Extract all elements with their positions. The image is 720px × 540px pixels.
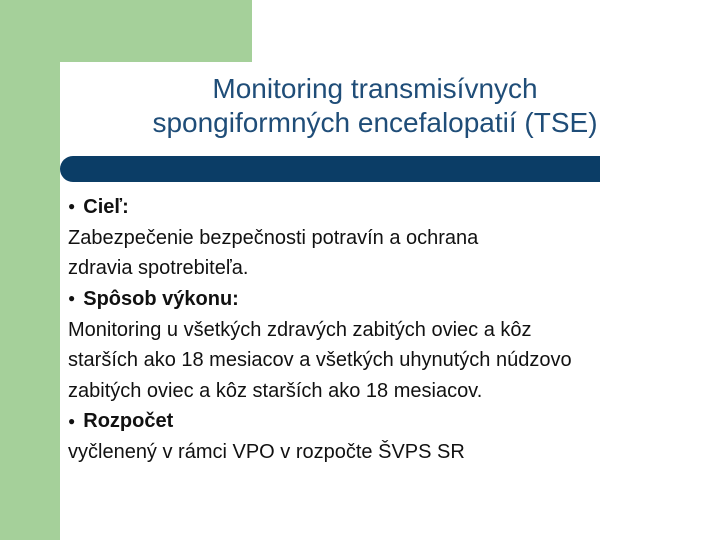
budget-text-1: vyčlenený v rámci VPO v rozpočte ŠVPS SR: [68, 441, 465, 464]
title-divider-bar: [60, 156, 600, 182]
method-heading-row: [68, 284, 708, 315]
decorative-side-strip: [0, 0, 60, 540]
goal-heading: Cieľ:: [83, 196, 129, 218]
slide-title: [80, 72, 670, 140]
method-heading: Spôsob výkonu:: [83, 287, 239, 310]
bullet-icon: ●: [68, 413, 76, 428]
goal-text-2: zdravia spotrebiteľa.: [68, 257, 249, 280]
goal-heading-row: [68, 192, 708, 223]
slide-body: [68, 192, 708, 468]
method-text-3: zabitých oviec a kôz starších ako 18 mesiacov.: [68, 379, 483, 402]
method-text-2: starších ako 18 mesiacov a všetkých uhynutých núdzovo: [68, 349, 572, 372]
bullet-icon: ●: [68, 199, 76, 214]
title-line-1: Monitoring transmisívnych: [212, 73, 538, 104]
budget-heading-row: [68, 406, 708, 437]
goal-text-1: Zabezpečenie bezpečnosti potravín a ochrana: [68, 226, 479, 249]
title-line-2: spongiformných encefalopatií (TSE): [152, 107, 598, 138]
bullet-icon: ●: [68, 291, 76, 306]
decorative-top-block: [60, 0, 252, 62]
budget-heading: Rozpočet: [83, 410, 174, 433]
method-text-1: Monitoring u všetkých zdravých zabitých oviec a kôz: [68, 318, 532, 341]
